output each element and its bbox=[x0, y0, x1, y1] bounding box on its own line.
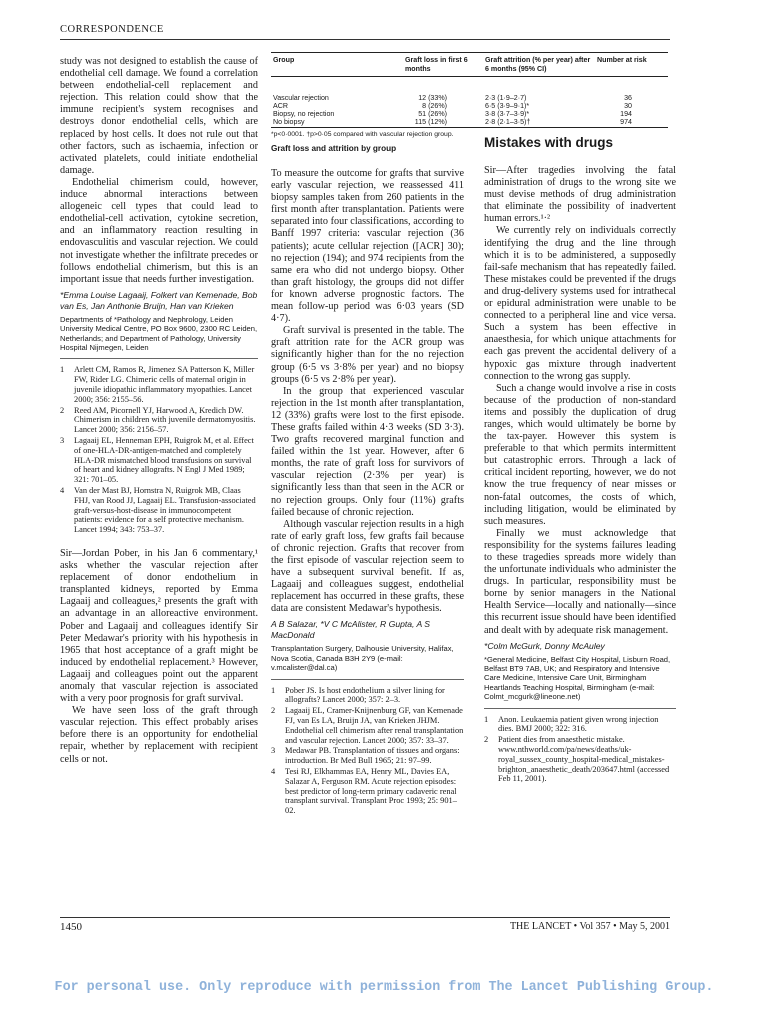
paragraph: Although vascular rejection results in a high rate of early graft loss, few grafts fail because of chronic rejection. Grafts that recover from the first episode of vascular rejection seem to have a subsequent survival benefit. If as, Lagaaij and colleagues suggest, endothelial replacement has occurred in these grafts, these data are consistent Medawar's hypothesis. bbox=[271, 518, 464, 615]
letter3-authors: *Colm McGurk, Donny McAuley bbox=[484, 640, 605, 651]
table-header: Graft loss in first 6 months bbox=[403, 53, 483, 77]
article-title: Mistakes with drugs bbox=[484, 135, 614, 150]
reference-item: 1 Pober JS. Is host endothelium a silver lining for allografts? Lancet 2000; 357: 2–3. bbox=[271, 685, 445, 705]
letter1-affiliation: Departments of *Pathology and Nephrology, Leiden University Medical Centre, PO Box 9600, 2300 RC Leiden, Netherlands; and Department of Pathology, University Hospital Nijmegen, Leiden bbox=[60, 314, 258, 352]
reference-item: 1 Arlett CM, Ramos R, Jimenez SA Patterson K, Miller FW, Rider LG. Chimeric cells of maternal origin in juvenile idiopathic inflammatory myopathies. Lancet 2000; 356: 2155–56. bbox=[60, 365, 255, 404]
letter1-references bbox=[60, 358, 258, 535]
table-header: Graft attrition (% per year) after 6 months (95% CI) bbox=[483, 53, 595, 77]
reference-item: 1 Anon. Leukaemia patient given wrong injection dies. BMJ 2000; 322: 316. bbox=[484, 714, 659, 734]
results-table bbox=[271, 52, 668, 128]
reference-item: 2 Lagaaij EL, Cramer-Knijnenburg GF, van Kemenade FJ, van Es LA, Bruijn JA, van Krieken JHJM. Endothelial cell chimerism after renal transplantation and vascular rejection. Lancet 2000; 357: 33–37. bbox=[271, 706, 464, 745]
paragraph: We currently rely on individuals correctly identifying the drug and the line through which it is to be administered, a supposedly fail-safe mechanism that has repeatedly failed. These mistakes could be prevented if the drugs and drug-delivery systems used for intrathecal or epidural administration were unable to be connected to a peripheral line and vice versa. Such a system has been effective in anaesthesia, for which unique attachments for each gas prevent the accidental delivery of a hypoxic gas mixture through inadvertent connection to the wrong gas supply. bbox=[484, 225, 676, 382]
paragraph: Sir—Jordan Pober, in his Jan 6 commentary,¹ asks whether the vascular rejection after replacement of donor endothelium in transplanted kidneys, reported by Emma Lagaaij and colleagues,² presents the graft with an advantage in an alloreactive environment. Pober and Lagaaij and colleagues identify Sir Peter Medawar's priority with his hypothesis in 1965 that host acceptance of a graft might be induced by endothelial replacement.³ However, Lagaaij and colleagues point out the apparent anomaly that vascular rejection is associated with a very poor prognosis for graft survival. bbox=[60, 547, 258, 705]
column-right bbox=[484, 165, 676, 785]
letter1-authors: *Emma Louise Lagaaij, Folkert van Kemenade, Bob van Es, Jan Anthonie Bruijn, Han van Krieken bbox=[60, 289, 258, 311]
letter2-affiliation: Transplantation Surgery, Dalhousie University, Halifax, Nova Scotia, Canada B3H 2Y9 (e-mail: v.mcalister@dal.ca) bbox=[271, 644, 454, 673]
letter2-references bbox=[271, 679, 464, 816]
paragraph: In the group that experienced vascular rejection in the 1st month after transplantation, 12 (33%) grafts were lost to the first episode. These grafts failed within 4·3 weeks (SD 3·3). Two grafts recovered marginal function and failed within the 1st year. However, after 6 months, the rate of graft loss for survivors of vascular rejection (2·3% per year) is significantly less than that seen in the ACR or no rejection groups. Only four (11%) grafts failed because of chronic rejection. bbox=[271, 385, 464, 518]
reference-item: 2 Reed AM, Picornell YJ, Harwood A, Kredich DW. Chimerism in children with juvenile dermatomyositis. Lancet 2000; 356: 2156–57. bbox=[60, 405, 256, 435]
table-footnote: *p<0·0001. †p>0·05 compared with vascular rejection group. bbox=[271, 131, 454, 139]
permission-watermark: For personal use. Only reproduce with permission from The Lancet Publishing Group. bbox=[54, 980, 714, 995]
letter3-references bbox=[484, 708, 676, 785]
page-number: 1450 bbox=[60, 921, 82, 933]
paragraph: We have seen loss of the graft through vascular rejection. This effect probably arises before there is an opportunity for endothelial repair, whether by replacement with recipient cells or not. bbox=[60, 705, 258, 765]
paragraph: Sir—After tragedies involving the fatal administration of drugs to the wrong site we must devise methods of drug administration that eliminate the possibility of inadvertent human errors.¹·² bbox=[484, 165, 676, 225]
column-middle bbox=[271, 168, 464, 817]
table-header: Number at risk bbox=[595, 53, 668, 77]
table-caption: Graft loss and attrition by group bbox=[271, 144, 397, 154]
paragraph: study was not designed to establish the cause of endothelial cell damage. We found a correlation between endothelial-cell replacement and rejection. This relation could show that the immune recipient's system recognises and destroys donor endothelial cells, which are replaced by host cells. It does not rule out that other factors, such as ischaemia, infection or activated platelets, could initiate endothelial damage. bbox=[60, 56, 258, 176]
footer-rule bbox=[60, 917, 670, 918]
letter3-affiliation: *General Medicine, Belfast City Hospital, Lisburn Road, Belfast BT9 7AB, UK; and Respiratory and Intensive Care Medicine, Intensive Care Unit, Birmingham Heartlands Teaching Hospital, Birmingham (e-mail: Colmt_mcgurk@lineone.net) bbox=[484, 654, 671, 702]
letter2-authors: A B Salazar, *V C McAlister, R Gupta, A S MacDonald bbox=[271, 619, 431, 641]
table-row: No biopsy 115 (12%) 2·8 (2·1–3·5)† 974 bbox=[271, 118, 668, 128]
paragraph: Graft survival is presented in the table. The graft attrition rate for the ACR group was significantly higher than for the no rejection group (6·5 vs 3·8% per year) and no biopsy groups (6·5 vs 2·8% per year). bbox=[271, 325, 464, 385]
header-rule bbox=[60, 39, 670, 40]
table-header: Group bbox=[271, 53, 403, 77]
reference-item: 2 Patient dies from anaesthetic mistake. www.nthworld.com/pa/news/deaths/uk-royal_sussex_county_hospital-medical_mistakes-brighton_anaesthetic_death/203647.html (accessed Feb 11, 2001). bbox=[484, 735, 670, 784]
reference-item: 4 Tesi RJ, Elkhammas EA, Henry ML, Davies EA, Salazar A, Ferguson RM. Acute rejection episodes: best predictor of long-term primary cadaveric renal transplant survival. Transplant Proc 1993; 25: 901–02. bbox=[271, 767, 457, 816]
reference-item: 3 Medawar PB. Transplantation of tissues and organs: introduction. Br Med Bull 1965; 21: 97–99. bbox=[271, 746, 460, 766]
journal-citation: THE LANCET • Vol 357 • May 5, 2001 bbox=[509, 921, 670, 932]
reference-item: 4 Van der Mast BJ, Hornstra N, Ruigrok MB, Claas FHJ, van Rood JJ, Lagaaij EL. Transfusion-associated graft-versus-host-disease in immunocompetent patients: evidence for a self protective mechanism. Lancet 1994; 343: 753–37. bbox=[60, 485, 256, 535]
table-row: ACR 8 (26%) 6·5 (3·9–9·1)* 30 bbox=[273, 101, 632, 110]
section-header: CORRESPONDENCE bbox=[60, 24, 164, 35]
paragraph: Such a change would involve a rise in costs because of the production of non-standard items and possibly the duplication of drug ranges, which would ultimately be borne by the tax-payer. However this system is preferable to that which permits intermittent but catastrophic errors. Through a lack of critical incident reporting, however, we do not know the true frequency of near misses or non-fatal outcomes, the costs of which, including litigation, would be eliminated by such measures. bbox=[484, 382, 676, 527]
table-row: Vascular rejection 12 (33%) 2·3 (1·9–2·7) 36 bbox=[273, 93, 632, 102]
paragraph: Endothelial chimerism could, however, induce abnormal interactions between allogeneic cell types that could lead to endothelial-cell activation, cytokine secretion, and an inflammatory reaction resulting in endovasculitis and vascular rejection. We could not investigate whether the infiltrate precedes or follows endothelial chimerism, but this is an important issue that needs further investigation. bbox=[60, 176, 258, 285]
paragraph: Finally we must acknowledge that responsibility for the systems failures leading to these tragedies spreads more widely than the unfortunate individuals who administer the drugs. In particular, responsibility must be borne by senior managers in the National Health Service—locally and nationally—since this recurrent issue should have been identified and dealt with by adequate risk management. bbox=[484, 527, 676, 636]
paragraph: To measure the outcome for grafts that survive early vascular rejection, we reassessed 411 biopsy samples taken from 260 patients in the first month after transplantation. Patients were separated into four classifications, according to Banff 1997 criteria: vascular rejection (36 patients); acute cellular rejection ([ACR] 30); no rejection (194); and 974 recipients from the same era who did not undergo biopsy. Other than graft histology, the groups did not differ for known adverse prognostic factors. The mean follow-up period was 6·03 years (SD 4·7). bbox=[271, 168, 464, 325]
column-left bbox=[60, 56, 258, 766]
reference-item: 3 Lagaaij EL, Henneman EPH, Ruigrok M, et al. Effect of one-HLA-DR-antigen-matched and completely HLA-DR mismatched blood transfusions on survival of heart and kidney allografts. N Engl J Med 1989; 321: 701–05. bbox=[60, 435, 254, 485]
table-row: Biopsy, no rejection 51 (26%) 3·8 (3·7–3·9)* 194 bbox=[273, 109, 632, 118]
